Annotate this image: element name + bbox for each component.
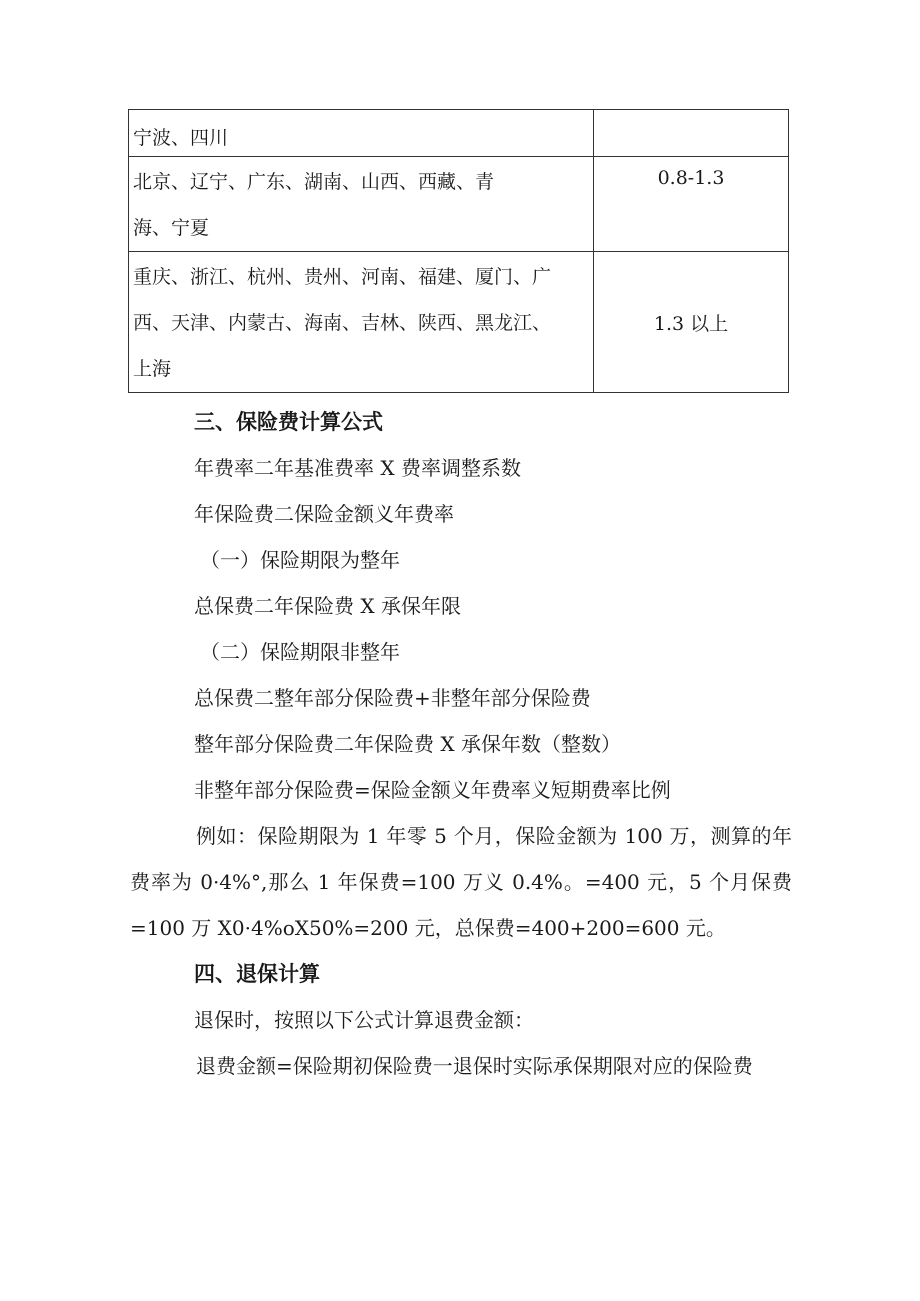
annual-rate-formula: 年费率二年基准费率 X 费率调整系数 [194, 456, 521, 480]
region-line: 北京、辽宁、广东、湖南、山西、西藏、青 [133, 171, 495, 193]
partial-year-formula-whole-part: 整年部分保险费二年保险费 X 承保年数（整数） [194, 732, 621, 756]
region-line: 西、天津、内蒙古、海南、吉林、陕西、黑龙江、 [133, 312, 552, 334]
annual-premium-formula: 年保险费二保险金额义年费率 [194, 502, 454, 526]
region-cell [129, 157, 594, 252]
partial-year-subheading: （二）保险期限非整年 [200, 640, 400, 664]
whole-year-formula: 总保费二年保险费 X 承保年限 [194, 594, 461, 618]
whole-year-subheading: （一）保险期限为整年 [200, 548, 400, 572]
coefficient-cell: 1.3 以上 [594, 252, 789, 393]
coefficient-cell: 0.8-1.3 [594, 157, 789, 252]
partial-year-formula-fraction-part: 非整年部分保险费=保险金额义年费率义短期费率比例 [194, 778, 671, 802]
partial-year-formula-total: 总保费二整年部分保险费+非整年部分保险费 [194, 686, 591, 710]
section-3-heading: 三、保险费计算公式 [194, 409, 383, 434]
region-cell [129, 252, 594, 393]
region-rate-table [128, 109, 789, 393]
refund-formula: 退费金额=保险期初保险费一退保时实际承保期限对应的保险费 [196, 1054, 753, 1078]
calculation-example: 例如：保险期限为 1 年零 5 个月，保险金额为 100 万，测算的年费率为 0·4%°,那么 1 年保费=100 万义 0.4%。=400 元，5 个月保费=100 万 X0·4%oX50%=200 元，总保费=400+200=600 元。 [130, 824, 792, 940]
region-line: 上海 [133, 358, 172, 380]
table-row [129, 110, 789, 157]
region-cell [129, 110, 594, 157]
refund-intro: 退保时，按照以下公式计算退费金额： [194, 1008, 534, 1032]
section-4-heading: 四、退保计算 [194, 961, 320, 986]
coefficient-cell [594, 110, 789, 157]
region-line: 重庆、浙江、杭州、贵州、河南、福建、厦门、广 [133, 266, 552, 288]
table-row [129, 157, 789, 252]
table-row [129, 252, 789, 393]
region-line: 海、宁夏 [133, 217, 210, 239]
region-line: 宁波、四川 [133, 127, 229, 149]
